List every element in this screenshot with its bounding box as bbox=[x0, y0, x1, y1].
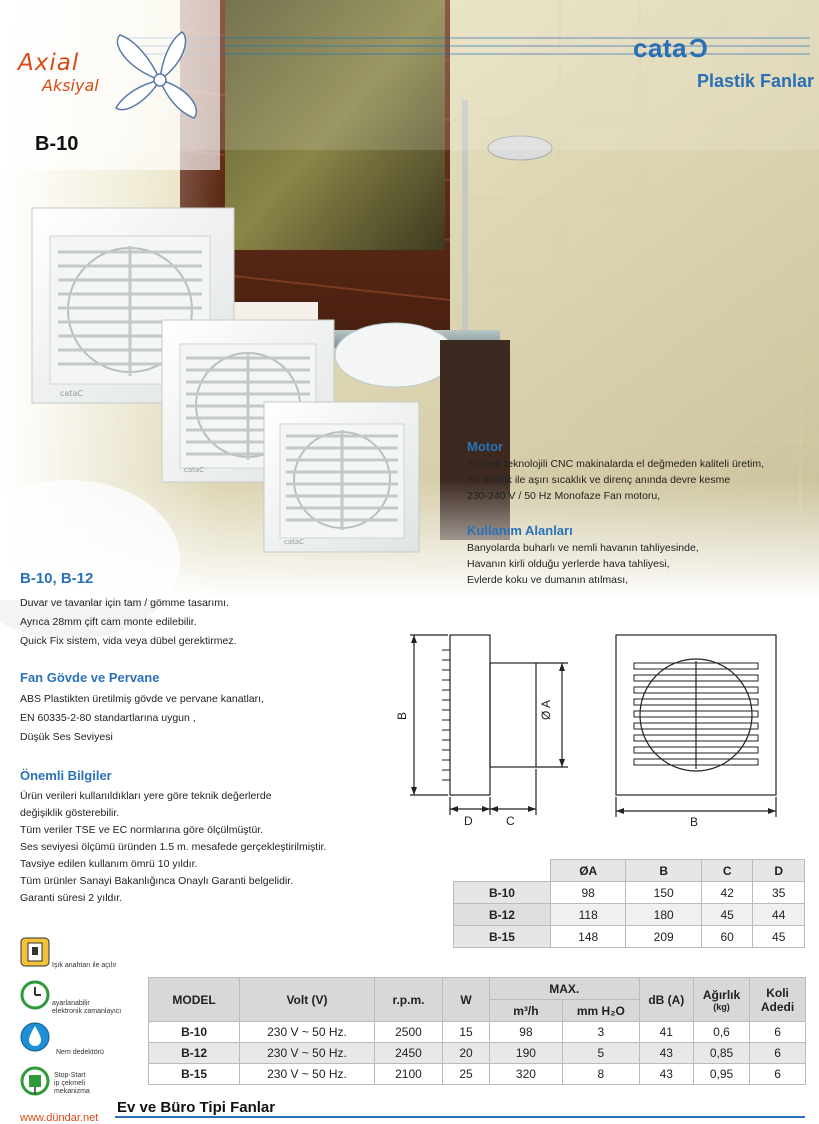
spec-cell: 25 bbox=[443, 1064, 490, 1085]
dim-d-label: D bbox=[464, 814, 473, 828]
side-view-drawing bbox=[410, 635, 568, 815]
info-line: Tavsiye edilen kullanım ömrü 10 yıldır. bbox=[20, 858, 198, 870]
spec-cell: B-12 bbox=[149, 1043, 240, 1064]
spec-cell: 6 bbox=[750, 1064, 806, 1085]
motor-line: Yüksek teknolojili CNC makinalarda el değmeden kaliteli üretim, bbox=[467, 458, 765, 470]
spec-cell: 6 bbox=[750, 1022, 806, 1043]
dim-cell: B-10 bbox=[454, 882, 551, 904]
table-row bbox=[149, 1043, 806, 1064]
dim-cell: 35 bbox=[753, 882, 805, 904]
body-line: Düşük Ses Seviyesi bbox=[20, 731, 113, 743]
spec-table-header-row bbox=[149, 978, 806, 1000]
humidity-caption: Nem dedektörü bbox=[56, 1049, 104, 1056]
footer-divider bbox=[115, 1116, 805, 1118]
spec-header-weight-unit: (kg) bbox=[713, 1001, 730, 1012]
spec-cell: 20 bbox=[443, 1043, 490, 1064]
svg-text:cataC: cataC bbox=[184, 466, 205, 474]
dim-header-c: C bbox=[701, 860, 753, 882]
spec-cell: B-10 bbox=[149, 1022, 240, 1043]
models-line: Duvar ve tavanlar için tam / gömme tasarımı. bbox=[20, 597, 229, 609]
svg-text:cataC: cataC bbox=[60, 389, 83, 398]
usage-line: Havanın kirli olduğu yerlerde hava tahliyesi, bbox=[467, 558, 670, 570]
dim-cell: 44 bbox=[753, 904, 805, 926]
spec-header-watt: W bbox=[443, 978, 490, 1022]
motor-line: 230-240 V / 50 Hz Monofaze Fan motoru, bbox=[467, 490, 661, 502]
spec-table bbox=[148, 977, 806, 1085]
pull-cord-caption-2: ip çekmeli bbox=[54, 1080, 86, 1087]
dim-cell: 98 bbox=[550, 882, 625, 904]
dim-b-front-label: B bbox=[690, 815, 699, 829]
axial-label: Axial bbox=[18, 50, 80, 76]
spec-cell: 0,6 bbox=[693, 1022, 749, 1043]
spec-cell: 15 bbox=[443, 1022, 490, 1043]
spec-cell: B-15 bbox=[149, 1064, 240, 1085]
spec-header-rpm: r.p.m. bbox=[374, 978, 442, 1022]
models-heading: B-10, B-12 bbox=[20, 570, 94, 587]
spec-cell: 230 V ~ 50 Hz. bbox=[240, 1064, 375, 1085]
spec-header-volt: Volt (V) bbox=[240, 978, 375, 1022]
spec-header-flow: m³/h bbox=[489, 1000, 562, 1022]
info-line: Tüm veriler TSE ve EC normlarına göre ölçülmüştür. bbox=[20, 824, 264, 836]
info-line: Ses seviyesi ölçümü üründen 1.5 m. mesafede gerçekleştirilmiştir. bbox=[20, 841, 327, 853]
body-heading: Fan Gövde ve Pervane bbox=[20, 670, 160, 685]
usage-heading: Kullanım Alanları bbox=[467, 523, 573, 538]
info-heading: Önemli Bilgiler bbox=[20, 768, 112, 783]
spec-cell: 0,85 bbox=[693, 1043, 749, 1064]
spec-cell: 43 bbox=[639, 1043, 693, 1064]
dim-header-d: D bbox=[753, 860, 805, 882]
spec-header-pressure: mm H₂O bbox=[563, 1000, 640, 1022]
pull-cord-caption-1: Stop-Start bbox=[54, 1072, 86, 1079]
category-title: Plastik Fanlar bbox=[697, 71, 815, 91]
dim-header-a: ØA bbox=[550, 860, 625, 882]
spec-cell: 2450 bbox=[374, 1043, 442, 1064]
dim-c-label: C bbox=[506, 814, 515, 828]
dimension-table-header bbox=[454, 860, 805, 882]
aksiyal-label: Aksiyal bbox=[42, 76, 99, 95]
body-line: EN 60335-2-80 standartlarına uygun , bbox=[20, 712, 196, 724]
spec-header-koli-label: Koli bbox=[766, 985, 789, 1000]
info-line: Tüm ürünler Sanayi Bakanlığınca Onaylı Garanti belgelidir. bbox=[20, 875, 294, 887]
spec-header-weight bbox=[693, 978, 749, 1022]
dim-b-side-label: B bbox=[395, 711, 409, 720]
dimension-table bbox=[453, 859, 805, 948]
spec-cell: 6 bbox=[750, 1043, 806, 1064]
fan-small-illustration bbox=[264, 402, 419, 552]
spec-header-koli bbox=[750, 978, 806, 1022]
table-row bbox=[149, 1022, 806, 1043]
brand-name: cata bbox=[633, 33, 688, 63]
pull-cord-icon bbox=[20, 1066, 50, 1096]
model-title: B-10 bbox=[35, 133, 79, 155]
dim-cell: 42 bbox=[701, 882, 753, 904]
timer-caption-2: elektronik zamanlayıcı bbox=[52, 1008, 122, 1015]
dim-cell: 180 bbox=[626, 904, 701, 926]
dim-header-empty bbox=[454, 860, 551, 882]
front-view-drawing bbox=[616, 635, 776, 817]
dim-cell: 45 bbox=[701, 904, 753, 926]
dim-cell: B-15 bbox=[454, 926, 551, 948]
footer-title: Ev ve Büro Tipi Fanlar bbox=[117, 1099, 276, 1116]
spec-cell: 2500 bbox=[374, 1022, 442, 1043]
table-row bbox=[454, 904, 805, 926]
usage-line: Banyolarda buharlı ve nemli havanın tahliyesinde, bbox=[467, 542, 699, 554]
spec-cell: 320 bbox=[489, 1064, 562, 1085]
spec-cell: 190 bbox=[489, 1043, 562, 1064]
dim-cell: 209 bbox=[626, 926, 701, 948]
technical-drawing bbox=[395, 625, 805, 830]
timer-icon bbox=[20, 980, 50, 1010]
dim-cell: 45 bbox=[753, 926, 805, 948]
dim-cell: B-12 bbox=[454, 904, 551, 926]
svg-text:cataC: cataC bbox=[284, 538, 305, 546]
spec-cell: 98 bbox=[489, 1022, 562, 1043]
spec-header-db: dB (A) bbox=[639, 978, 693, 1022]
brand-mark-icon: Ɔ bbox=[689, 33, 709, 63]
website-link[interactable]: www.dündar.net bbox=[20, 1112, 99, 1124]
info-line: Garanti süresi 2 yıldır. bbox=[20, 892, 123, 904]
brand-logo bbox=[633, 33, 708, 64]
spec-cell: 41 bbox=[639, 1022, 693, 1043]
motor-line: Isıl termik ile aşırı sıcaklık ve direnç anında devre kesme bbox=[467, 474, 731, 486]
spec-cell: 230 V ~ 50 Hz. bbox=[240, 1022, 375, 1043]
light-switch-caption: Işık anahtarı ile açılır bbox=[52, 962, 117, 969]
info-line: Ürün verileri kullanıldıkları yere göre teknik değerlerde bbox=[20, 790, 272, 802]
spec-header-weight-label: Ağırlık bbox=[702, 987, 741, 1002]
table-row bbox=[149, 1064, 806, 1085]
dim-a-label: Ø A bbox=[539, 699, 553, 720]
dim-cell: 60 bbox=[701, 926, 753, 948]
pull-cord-caption-3: mekanizma bbox=[54, 1088, 90, 1095]
spec-cell: 5 bbox=[563, 1043, 640, 1064]
models-line: Quick Fix sistem, vida veya dübel gerektirmez. bbox=[20, 635, 237, 647]
body-line: ABS Plastikten üretilmiş gövde ve pervane kanatları, bbox=[20, 693, 264, 705]
dim-cell: 118 bbox=[550, 904, 625, 926]
spec-cell: 2100 bbox=[374, 1064, 442, 1085]
models-line: Ayrıca 28mm çift cam monte edilebilir. bbox=[20, 616, 197, 628]
spec-cell: 230 V ~ 50 Hz. bbox=[240, 1043, 375, 1064]
table-row bbox=[454, 882, 805, 904]
spec-cell: 43 bbox=[639, 1064, 693, 1085]
light-switch-icon bbox=[20, 937, 50, 967]
motor-heading: Motor bbox=[467, 439, 504, 454]
dim-header-b: B bbox=[626, 860, 701, 882]
dim-cell: 150 bbox=[626, 882, 701, 904]
usage-line: Evlerde koku ve dumanın atılması, bbox=[467, 574, 629, 586]
info-line: değişiklik gösterebilir. bbox=[20, 807, 120, 819]
spec-cell: 3 bbox=[563, 1022, 640, 1043]
spec-header-model: MODEL bbox=[149, 978, 240, 1022]
spec-cell: 8 bbox=[563, 1064, 640, 1085]
humidity-drop-icon bbox=[20, 1020, 50, 1054]
spec-cell: 0,95 bbox=[693, 1064, 749, 1085]
spec-header-max: MAX. bbox=[489, 978, 639, 1000]
table-row bbox=[454, 926, 805, 948]
dim-cell: 148 bbox=[550, 926, 625, 948]
timer-caption-1: ayarlanabilir bbox=[52, 1000, 90, 1007]
spec-header-adedi-label: Adedi bbox=[760, 999, 795, 1014]
